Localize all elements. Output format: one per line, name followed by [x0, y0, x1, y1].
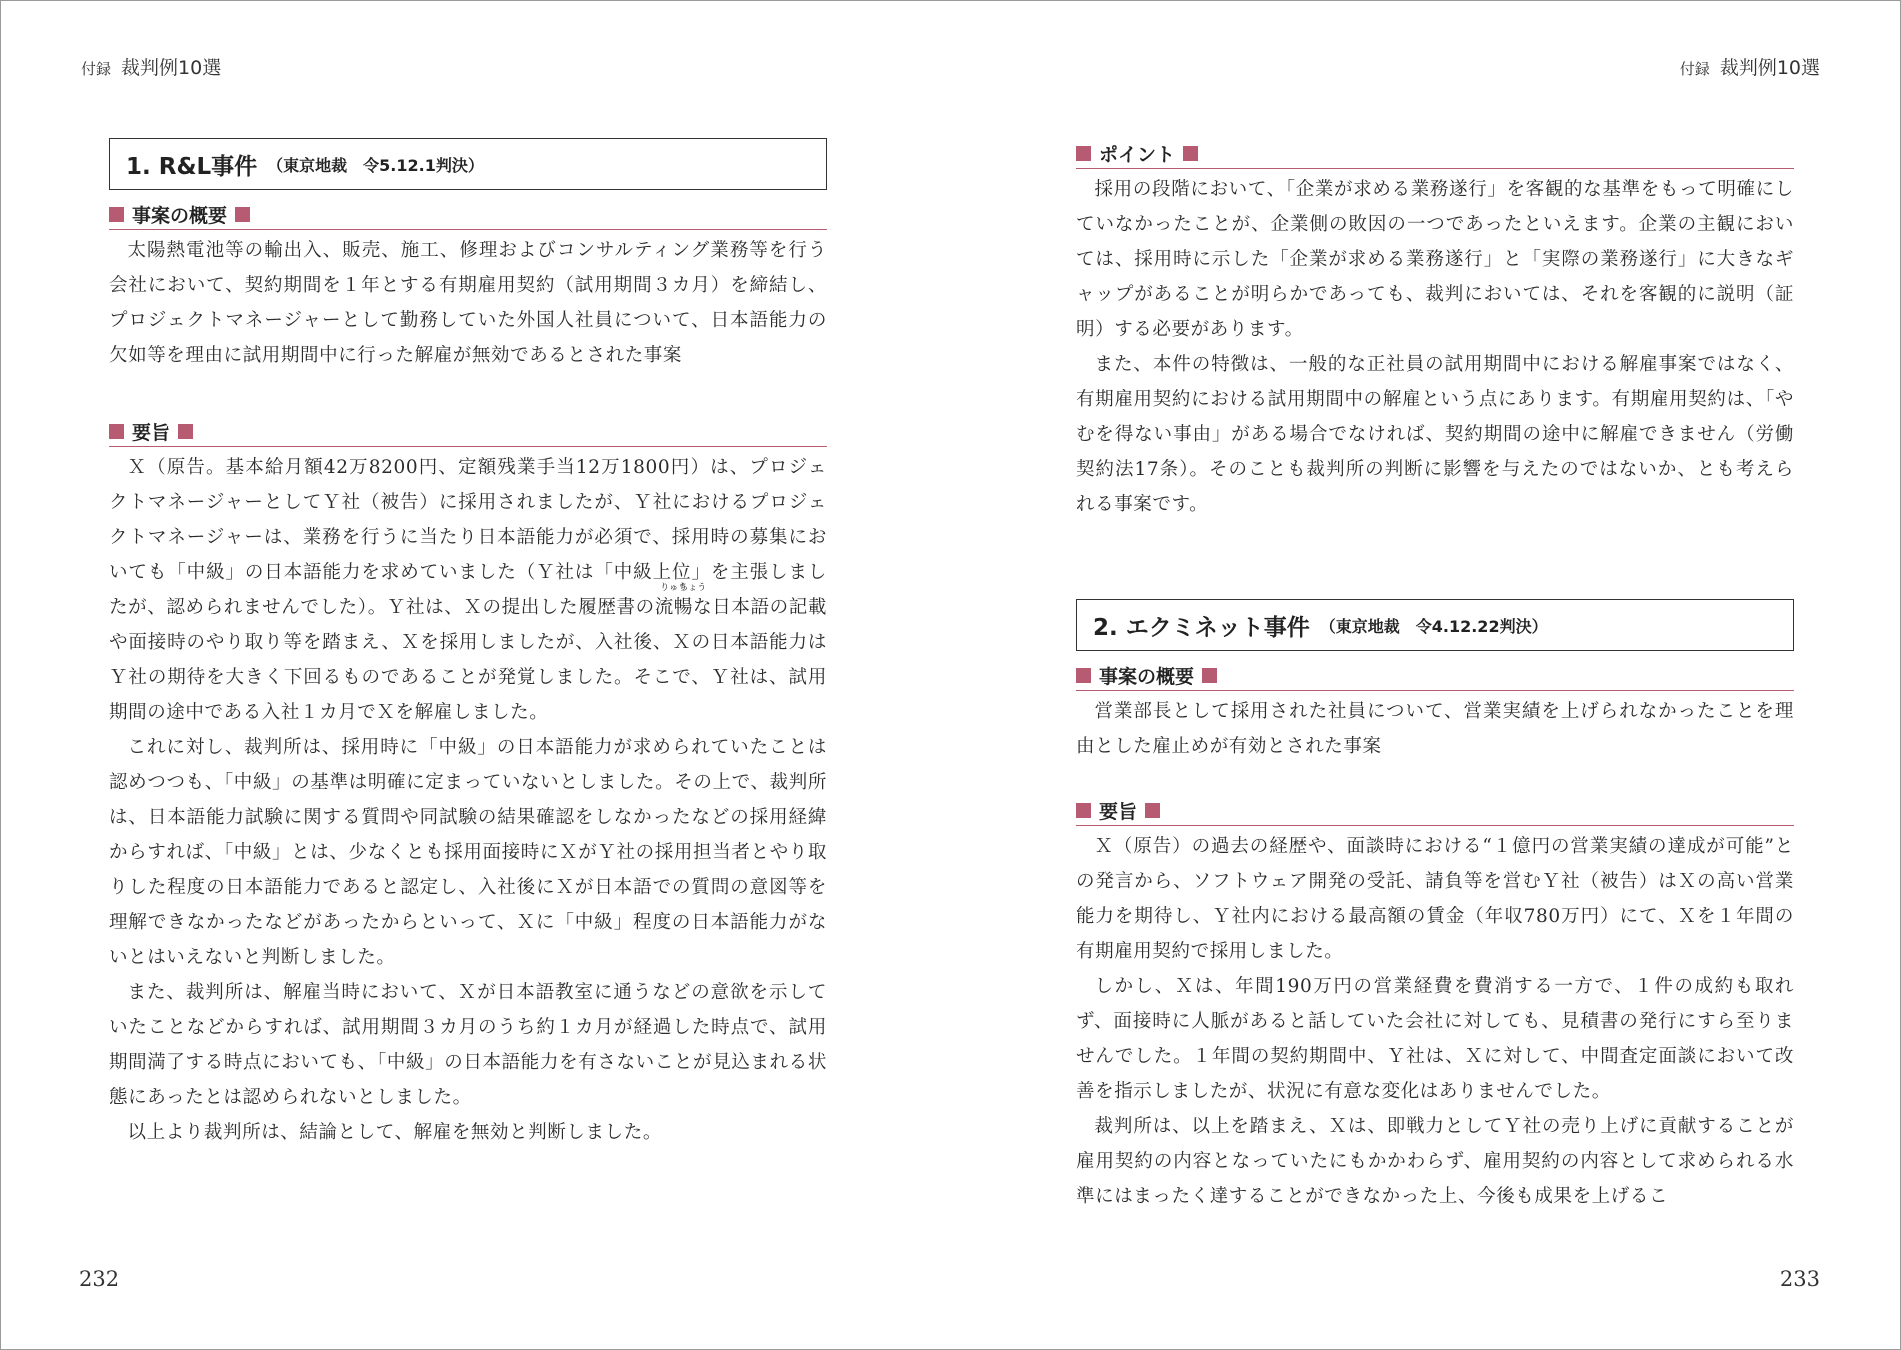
square-marker-icon — [1076, 146, 1091, 161]
case-court: （東京地裁 令5.12.1判決） — [267, 155, 484, 175]
section-heading-label: ポイント — [1099, 144, 1176, 166]
ruby-ryu — [654, 583, 688, 618]
ruby-base: 暢 — [673, 597, 694, 618]
square-marker-icon — [178, 424, 193, 439]
section-heading-point — [1076, 139, 1794, 169]
ruby-reading: りゅう — [660, 583, 688, 593]
paragraph: 営業部長として採用された社員について、営業実績を上げられなかったことを理由とした雇止めが有効とされた事案 — [1076, 701, 1794, 757]
paragraph: 採用の段階において、「企業が求める業務遂行」を客観的な基準をもって明確にしていなかったことが、企業側の敗因の一つであったといえます。企業の主観においては、採用時に示した「企業が求める業務遂行」と「実際の業務遂行」に大きなギャップがあることが明らかであっても、裁判においては、それを客観的に説明（証明）する必要があります。 — [1076, 179, 1794, 340]
square-marker-icon — [1076, 668, 1091, 683]
section-heading-label: 事案の概要 — [132, 205, 228, 227]
paragraph: 以上より裁判所は、結論として、解雇を無効と判断しました。 — [127, 1122, 662, 1143]
case-court: （東京地裁 令4.12.22判決） — [1319, 616, 1548, 636]
case-title: 1. R&L事件 — [126, 153, 258, 180]
paragraph: Ｘ（原告）の過去の経歴や、面談時における“１億円の営業実績の達成が可能”との発言から、ソフトウェア開発の受託、請負等を営むＹ社（被告）はＸの高い営業能力を期待し、Ｙ社内における最高額の賃金（年収780万円）にて、Ｘを１年間の有期雇用契約で採用しました。 — [1076, 836, 1794, 962]
right-page-column — [1076, 139, 1794, 1214]
point-text — [1076, 169, 1794, 522]
paragraph: 太陽熱電池等の輸出入、販売、施工、修理およびコンサルティング業務等を行う会社において、契約期間を１年とする有期雇用契約（試用期間３カ月）を締結し、プロジェクトマネージャーとして勤務していた外国人社員について、日本語能力の欠如等を理由に試用期間中に行った解雇が無効であるとされた事案 — [109, 240, 827, 366]
paragraph — [109, 450, 827, 730]
case-title-box — [109, 138, 827, 190]
section-heading-label: 事案の概要 — [1099, 666, 1195, 688]
ruby-reading: ちょう — [679, 583, 707, 593]
text-run: な日本語の記載や面接時のやり取り等を踏まえ、Ｘを採用しましたが、入社後、Ｘの日本語能力はＹ社の期待を大きく下回るものであることが発覚しました。そこで、Ｙ社は、試用期間の途中である入社１カ月でＸを解雇しました。 — [109, 597, 827, 723]
section-heading-overview — [1076, 661, 1794, 691]
appendix-title: 裁判例10選 — [1719, 57, 1820, 79]
square-marker-icon — [1183, 146, 1198, 161]
square-marker-icon — [1202, 668, 1217, 683]
running-head-right — [1680, 53, 1820, 80]
case-title-box — [1076, 599, 1794, 651]
appendix-label: 付録 — [81, 60, 112, 78]
ruby-base: 流 — [654, 597, 674, 618]
case-title: 2. エクミネット事件 — [1093, 614, 1310, 641]
square-marker-icon — [109, 207, 124, 222]
section-heading-overview — [109, 200, 827, 230]
section-heading-label: 要旨 — [132, 422, 171, 444]
paragraph: 裁判所は、以上を踏まえ、Ｘは、即戦力としてＹ社の売り上げに貢献することが雇用契約の内容となっていたにもかかわらず、雇用契約の内容として求められる水準にはまったく達することができなかった上、今後も成果を上げるこ — [1076, 1116, 1794, 1207]
gist-text — [1076, 826, 1794, 1214]
overview-text — [1076, 691, 1794, 764]
text-run: Ｘ（原告。基本給月額42万8200円、定額残業手当12万1800円）は、プロジェクトマネージャーとしてＹ社（被告）に採用されましたが、Ｙ社におけるプロジェクトマネージャーは、業務を行うに当たり日本語能力が必須で、採用時の募集においても「中級」の日本語能力を求めていました（Ｙ社は「中級上位」を主張しましたが、認められませんでした）。Ｙ社は、Ｘの提出した履歴書の — [109, 457, 827, 618]
appendix-label: 付録 — [1679, 60, 1710, 78]
square-marker-icon — [235, 207, 250, 222]
square-marker-icon — [109, 424, 124, 439]
page-number-right: 233 — [1779, 1267, 1820, 1291]
section-heading-gist — [1076, 796, 1794, 826]
page-number-left: 232 — [79, 1267, 120, 1291]
square-marker-icon — [1076, 803, 1091, 818]
square-marker-icon — [1145, 803, 1160, 818]
appendix-title: 裁判例10選 — [121, 57, 222, 79]
running-head-left — [81, 53, 221, 80]
paragraph: また、本件の特徴は、一般的な正社員の試用期間中における解雇事案ではなく、有期雇用契約における試用期間中の解雇という点にあります。有期雇用契約は、「やむを得ない事由」がある場合でなければ、契約期間の途中に解雇できません（労働契約法17条）。そのことも裁判所の判断に影響を与えたのではないか、とも考えられる事案です。 — [1076, 354, 1794, 515]
paragraph: これに対し、裁判所は、採用時に「中級」の日本語能力が求められていたことは認めつつも、「中級」の基準は明確に定まっていないとしました。その上で、裁判所は、日本語能力試験に関する質問や同試験の結果確認をしなかったなどの採用経緯からすれば、「中級」とは、少なくとも採用面接時にＸがＹ社の採用担当者とやり取りした程度の日本語能力であると認定し、入社後にＸが日本語での質問の意図等を理解できなかったなどがあったからといって、Ｘに「中級」程度の日本語能力がないとはいえないと判断しました。 — [109, 737, 827, 968]
section-heading-label: 要旨 — [1099, 801, 1138, 823]
left-page-column — [109, 138, 827, 1150]
overview-text — [109, 230, 827, 373]
paragraph: また、裁判所は、解雇当時において、Ｘが日本語教室に通うなどの意欲を示していたことなどからすれば、試用期間３カ月のうち約１カ月が経過した時点で、試用期間満了する時点においても、「中級」の日本語能力を有さないことが見込まれる状態にあったとは認められないとしました。 — [109, 982, 827, 1108]
gist-text — [109, 447, 827, 1150]
paragraph: しかし、Ｘは、年間190万円の営業経費を費消する一方で、１件の成約も取れず、面接時に人脈があると話していた会社に対しても、見積書の発行にすら至りませんでした。１年間の契約期間中、Ｙ社は、Ｘに対して、中間査定面談において改善を指示しましたが、状況に有意な変化はありませんでした。 — [1076, 976, 1794, 1102]
section-heading-gist — [109, 417, 827, 447]
